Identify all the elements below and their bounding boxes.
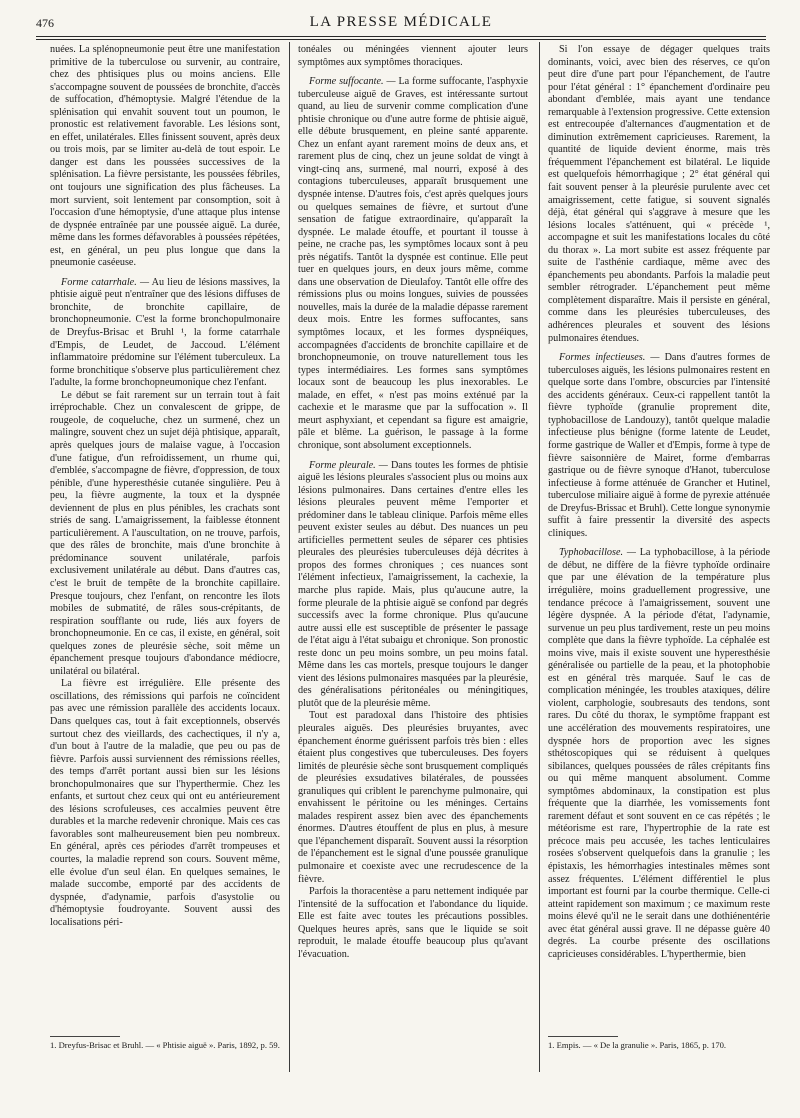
section-heading: Forme suffocante. — xyxy=(309,76,396,88)
page-header xyxy=(36,14,766,36)
text-column-2 xyxy=(298,44,528,1044)
paragraph: Tout est paradoxal dans l'histoire des phtisies pleurales aiguës. Des pleurésies bruyantes, avec épanchement énorme guérissent parfois très bien : elles étaient plus congestives que tuberculeuses. Des foyers limités de pleurésie sèche sont brusquement compliqués de pleurésies exsudatives bilatérales, de poussées granuliques qui criblent le parenchyme pulmonaire, qui envahissent le péritoine ou les méninges. Certains malades respirent assez bien avec des épanchements énormes. D'autres étouffent de plus en plus, à mesure que l'épanchement disparaît. Souvent aussi la résorption de l'épanchement est le signal d'une poussée granulique pulmonaire et coexiste avec une recrudescence de la fièvre. xyxy=(298,710,528,885)
section-typhobacillose xyxy=(548,547,770,961)
section-text: Dans toutes les formes de phtisie aiguë les lésions pleurales s'associent plus ou moins aux lésions pulmonaires. Dans certaines d'entre elles les lésions pleurales peuvent même l'emporter et prédominer dans le tableau clinique. Parfois même elles peuvent exister seules au début. Des nuances un peu artificielles permettent seules de séparer ces phtisies pleurales des pleurésies tuberculeuses déjà décrites à propos des formes chroniques ; ces nuances sont l'élément infectieux, l'amaigrissement, la cachexie, la marche plus rapide. Mais, plus qu'aucune autre, la forme pleurale de la phtisie aiguë se confond par degrés successifs avec la forme chronique. Plus qu'aucune autre aussi elle est susceptible de présenter le passage de l'état aigu à l'état subaigu et chronique. Son pronostic reste donc un peu moins sombre, un peu moins fatal. Même dans les cas mortels, presque toujours le danger vient des lésions pulmonaires masquées par la pleurésie, des généralisations péritonéales ou méningitiques, plutôt que de la pleurésie même. xyxy=(298,459,528,709)
paragraph: Le début se fait rarement sur un terrain tout à fait irréprochable. Chez un convalescent de grippe, de rougeole, de coqueluche, chez un surmené, chez un malingre, souvent chez un sujet déjà phtisique, apparaît, après quelques jours de malaise vague, à l'occasion d'une fatigue, d'un refroidissement, un rhume qui, d'emblée, s'accompagne de fièvre, d'oppression, de toux pénible, d'une hyperesthésie cutanée singulière. Peu à peu, la fièvre augmente, la toux et la dyspnée deviennent de plus en plus pénibles, les crachats sont striés de sang. L'amaigrissement, la faiblesse étonnent particulièrement. A l'auscultation, on ne trouve, parfois, que des râles de bronchite, mais d'une bronchite à prédominance souvent unilatérale, parfois exclusivement unilatérale au début. Dans d'autres cas, c'est le bruit de tempête de la bronchite capillaire. Presque toujours, chez l'enfant, on rencontre les îlots mobiles de submatité, de râles sous-crépitants, de respiration soufflante ou rude, liés aux foyers de bronchopneumonie. En ce cas, il existe, en général, soit quelques zones de pleurésie sèche, soit même un épanchement presque toujours d'abondance médiocre, unilatéral ou bilatéral. xyxy=(50,389,280,677)
journal-title: LA PRESSE MÉDICALE xyxy=(309,14,493,30)
section-text: La typhobacillose, à la période de début, ne diffère de la fièvre typhoïde ordinaire que par une élévation de la température plus irrégulière, moins graduellement progressive, une tendance précoce à l'amaigrissement, souvent une légère dyspnée. A la période d'état, l'adynamie, survenue un peu plus tardivement, reste un peu moins complète que dans la fièvre typhoïde. La céphalée est moins vive, mais il existe souvent une hyperesthésie généralisée ou partielle de la peau, et la photophobie est en général très marquée. Sauf le cas de complication méningée, les troubles ataxiques, délire violent, carphologie, soubresauts des tendons, sont rares. Du côté du thorax, le symptôme frappant est une accélération des mouvements respiratoires, une dyspnée hors de proportion avec les signes sthétoscopiques qui se réduisent à quelques sibilances, quelques poussées de râles crépitants fins ou qui même manquent absolument. Comme symptômes abdominaux, la constipation est plus fréquente que la diarrhée, les vomissements font rarement défaut et sont souvent en ce cas répétés ; le météorisme est rare, l'hypertrophie de la rate est précoce mais peu accusée, les taches lenticulaires rosées s'observent quelquefois dans la granulie ; les épistaxis, les hémorrhagies intestinales mêmes sont assez fréquentes. L'élément différentiel le plus important est fourni par la courbe thermique. Celle-ci atteint rapidement son maximum ; ce maximum reste moins élevé qu'il ne le serait dans une dothiénentérie avec état général aussi grave. Il ne dépasse guère 40 degrés. La courbe présente des oscillations capricieuses considérables. L'hyperthermie, bien xyxy=(548,547,770,960)
header-rule xyxy=(36,36,766,37)
section-heading: Forme catarrhale. — xyxy=(61,276,149,288)
section-text: La forme suffocante, l'asphyxie tuberculeuse aiguë de Graves, est intéressante surtout quand, au lieu de survenir comme complication d'une phtisie chronique ou d'une autre forme de phtisie aiguë, elle débute brusquement, en pleine santé apparente. Chez un enfant ayant rarement moins de deux ans, et rarement plus de cinq, chez un jeune soldat de vingt à vingt-cinq ans, surmené, mal nourri, exposé à des contagions tuberculeuses, apparaît brusquement une dyspnée intense. D'autres fois, c'est après quelques jours ou quelques semaines de fièvre, et surtout d'une sensation de fatigue extraordinaire, qu'apparaît la dyspnée. Le malade étouffe, et pourtant il tousse à peine, ne crache pas, les symptômes locaux sont à peu près négatifs. Tantôt la dyspnée est continue. Elle peut tuer en quelques jours, en deux jours même, comme dans une observation de Dieulafoy. Tantôt elle offre des rémissions plus ou moins longues, suivies de poussées nouvelles, mais la durée de la maladie dépasse rarement deux mois. Entre les formes suffocantes, sans symptômes locaux, et les formes dyspnéiques, accompagnées d'accidents de bronchite capillaire et de bronchopneumonie, on trouve naturellement tous les types intermédiaires. Les formes sans symptômes locaux sont de beaucoup les plus inexorables. Le malade, en effet, « n'est pas moins exténué par la cachexie et le marasme que par la suffocation ». Il meurt asphyxiant, et cependant sa figure est amaigrie, pâle et blême. La guérison, le passage à la forme chronique, sont absolument exceptionnels. xyxy=(298,76,528,451)
section-text: Dans d'autres formes de tuberculoses aiguës, les lésions pulmonaires restent en quelque sorte dans l'ombre, obscurcies par l'intensité des accidents généraux. Ceux-ci rappellent tantôt la fièvre typhoïde (granulie proprement dite, typhobacillose de Landouzy), tantôt quelque maladie infectieuse plus bénigne (forme latente de Leudet, forme gastrique de Waller et d'Empis, forme à type de fièvre saisonnière de Mairet, forme d'embarras gastrique ou de fièvre synoque d'Hanot, tuberculose infectieuse à forme atténuée de Grancher et Hutinel, tuberculose miliaire aiguë à forme de pyrexie atténuée de Dreyfus-Brissac et Bruhl). Cette longue synonymie suffit à faire pressentir la diversité des aspects cliniques. xyxy=(548,352,770,539)
section-forme-suffocante xyxy=(298,76,528,452)
paragraph: nuées. La splénopneumonie peut être une manifestation primitive de la tuberculose ou survenir, au contraire, chez des phtisiques plus ou moins anciens. Elle s'accompagne souvent de poussées de bronchite, d'accès de suffocation, d'hémoptysie. Malgré l'étendue de la splénisation qui envahit souvent tout un poumon, le pronostic est relativement favorable. Les lésions sont, en effet, unilatérales. Elles finissent souvent, après deux ou trois mois, par se limiter au-delà de tout espoir. Le danger est dans les poussées successives de la splénisation. La fièvre persistante, les poussées fébriles, ont toujours une signification des plus fâcheuses. La mort survient, soit lentement par consomption, soit à l'occasion d'une hémoptysie, d'une attaque plus intense de dyspnée entraînée par une poussée aiguë. La durée, même dans les formes défavorables à poussées répétées, est, en général, un peu plus longue que dans la pneumonie caséeuse. xyxy=(50,44,280,269)
footnote-rule-left xyxy=(50,1036,120,1037)
column-divider-left xyxy=(289,42,290,1072)
section-text: Au lieu de lésions massives, la phtisie aiguë peut n'entraîner que des lésions diffuses de bronchite, de bronchite capillaire, de bronchopneumonie. C'est la forme bronchopulmonaire de Dreyfus-Brisac et Bruhl ¹, la forme catarrhale d'Empis, de Leudet, de Jaccoud. L'élément inflammatoire prédomine sur l'élément tuberculeux. La forme bronchitique s'observe plus particulièrement chez l'adulte, la forme bronchopneumonique chez l'enfant. xyxy=(50,276,280,389)
footnote-rule-right xyxy=(548,1036,618,1037)
footnote-left: 1. Dreyfus-Brisac et Bruhl. — « Phtisie aiguë ». Paris, 1892, p. 59. xyxy=(50,1040,280,1050)
paragraph: Si l'on essaye de dégager quelques traits dominants, voici, avec bien des réserves, ce qu'on peut dire d'une part pour l'épanchement, de l'autre pour l'état général : 1° épanchement d'ordinaire peu abondant d'emblée, mais ayant une tendance remarquable à l'extension progressive. Cette extension est entrecoupée d'alternances d'augmentation et de diminution extrêmement capricieuses. Rarement, la quantité de liquide devient énorme, mais très fréquemment l'épanchement est bilatéral. Le liquide est quelquefois hémorrhagique ; 2° état général qui fait souvent penser à la pleurésie purulente avec cet amaigrissement, cette fatigue, si souvent signalés déjà, état général qui s'aggrave à mesure que les lésions locales s'atténuent, qui « précède ¹, accompagne et suit les manifestations locales du côté du thorax ». La mort subite est assez fréquente par suite de l'asthénie cardiaque, même avec des épanchements peu abondants. Parfois la maladie peut sembler rétrograder. L'épanchement peut même complètement disparaître. Mais il persiste en général, comme dans les pleurésies tuberculeuses, des adhérences pleurales et souvent des lésions pulmonaires étendues. xyxy=(548,44,770,344)
section-forme-pleurale xyxy=(298,460,528,711)
section-heading: Typhobacillose. — xyxy=(559,547,636,559)
page-number: 476 xyxy=(36,16,54,30)
text-column-1 xyxy=(50,44,280,1044)
section-forme-catarrhale xyxy=(50,277,280,390)
paragraph: Parfois la thoracentèse a paru nettement indiquée par l'intensité de la suffocation et l'abondance du liquide. Elle est faite avec toutes les précautions possibles. Quelques heures après, sans que le liquide se soit reproduit, le malade étouffe beaucoup plus qu'avant l'évacuation. xyxy=(298,886,528,960)
footnote-right: 1. Empis. — « De la granulie ». Paris, 1865, p. 170. xyxy=(548,1040,727,1050)
paragraph: La fièvre est irrégulière. Elle présente des oscillations, des rémissions qui parfois ne coïncident pas avec une rémission parallèle des accidents locaux. Dans quelques cas, tout à fait exceptionnels, observés surtout chez des vieillards, des cachectiques, il n'y a, d'un bout à l'autre de la maladie, que peu ou pas de fièvre. Parfois aussi surviennent des rémissions réelles, des temps d'arrêt portant aussi bien sur les lésions bronchopulmonaires que sur l'hyperthermie. Chez les enfants, et surtout chez ceux qui ont eu antérieurement des lésions scrofuleuses, ces accalmies peuvent être durables et la marche redevenir chronique. Mais ces cas favorables sont malheureusement bien peu nombreux. En général, après ces périodes d'arrêt trompeuses et courtes, la maladie reprend son cours. Souvent même, elle évolue d'un seul élan. En quelques semaines, le malade succombe, emporté par des accidents de dyspnée, d'adynamie, parfois d'asystolie ou d'hémoptysie foudroyante. Souvent aussi des localisations péri- xyxy=(50,678,280,928)
column-divider-right xyxy=(539,42,540,1072)
section-heading: Forme pleurale. — xyxy=(309,459,388,471)
section-heading: Formes infectieuses. — xyxy=(559,352,660,364)
text-column-3 xyxy=(548,44,770,1044)
header-rule-secondary xyxy=(36,39,766,40)
paragraph: tonéales ou méningées viennent ajouter leurs symptômes aux symptômes thoraciques. xyxy=(298,44,528,68)
section-formes-infectieuses xyxy=(548,352,770,540)
